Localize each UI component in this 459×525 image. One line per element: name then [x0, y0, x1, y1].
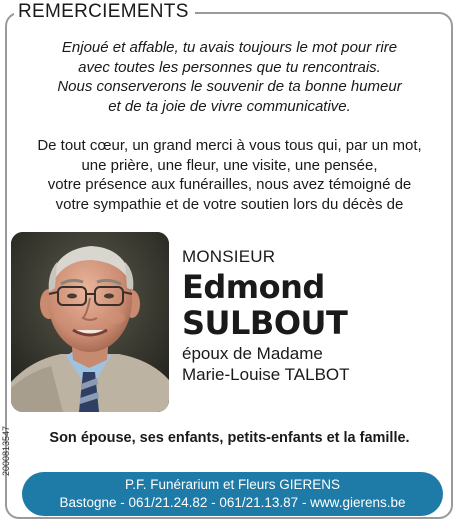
first-name: Edmond: [182, 268, 325, 306]
poem-line: Nous conserverons le souvenir de ta bonne humeur: [57, 78, 402, 95]
spouse-line: époux de Madame: [182, 344, 323, 363]
thanks-line: votre sympathie et de votre soutien lors du décès de: [55, 195, 404, 213]
spouse-line: Marie-Louise TALBOT: [182, 365, 350, 384]
poem-line: et de ta joie de vivre communicative.: [108, 97, 351, 115]
poem-line: avec toutes les personnes que tu rencontrais.: [78, 58, 381, 76]
thanks-line: De tout cœur, un grand merci à vous tous qui, par un mot,: [37, 137, 422, 154]
last-name: SULBOUT: [182, 304, 348, 342]
portrait-photo: [11, 232, 169, 412]
poem-line: Enjoué et affable, tu avais toujours le mot pour rire: [61, 39, 398, 56]
family-signature: Son épouse, ses enfants, petits-enfants et la famille.: [49, 430, 410, 446]
notice-title: REMERCIEMENTS: [14, 1, 195, 23]
honorific: MONSIEUR: [182, 247, 276, 266]
reference-code-text: 2000813547: [1, 425, 11, 477]
funeral-home-banner: [22, 472, 443, 516]
poem-text: [10, 38, 449, 116]
thanks-text: [10, 136, 449, 214]
spouse-info: [182, 343, 350, 385]
thanks-line: une prière, une fleur, une visite, une pensée,: [81, 156, 378, 174]
thanks-line: votre présence aux funérailles, nous avez témoigné de: [47, 176, 412, 193]
deceased-block: [182, 247, 350, 385]
funeral-home-contact: Bastogne - 061/21.24.82 - 061/21.13.87 - www.gierens.be: [59, 495, 406, 510]
reference-code: [0, 406, 12, 496]
funeral-home-name: P.F. Funérarium et Fleurs GIERENS: [124, 477, 341, 492]
